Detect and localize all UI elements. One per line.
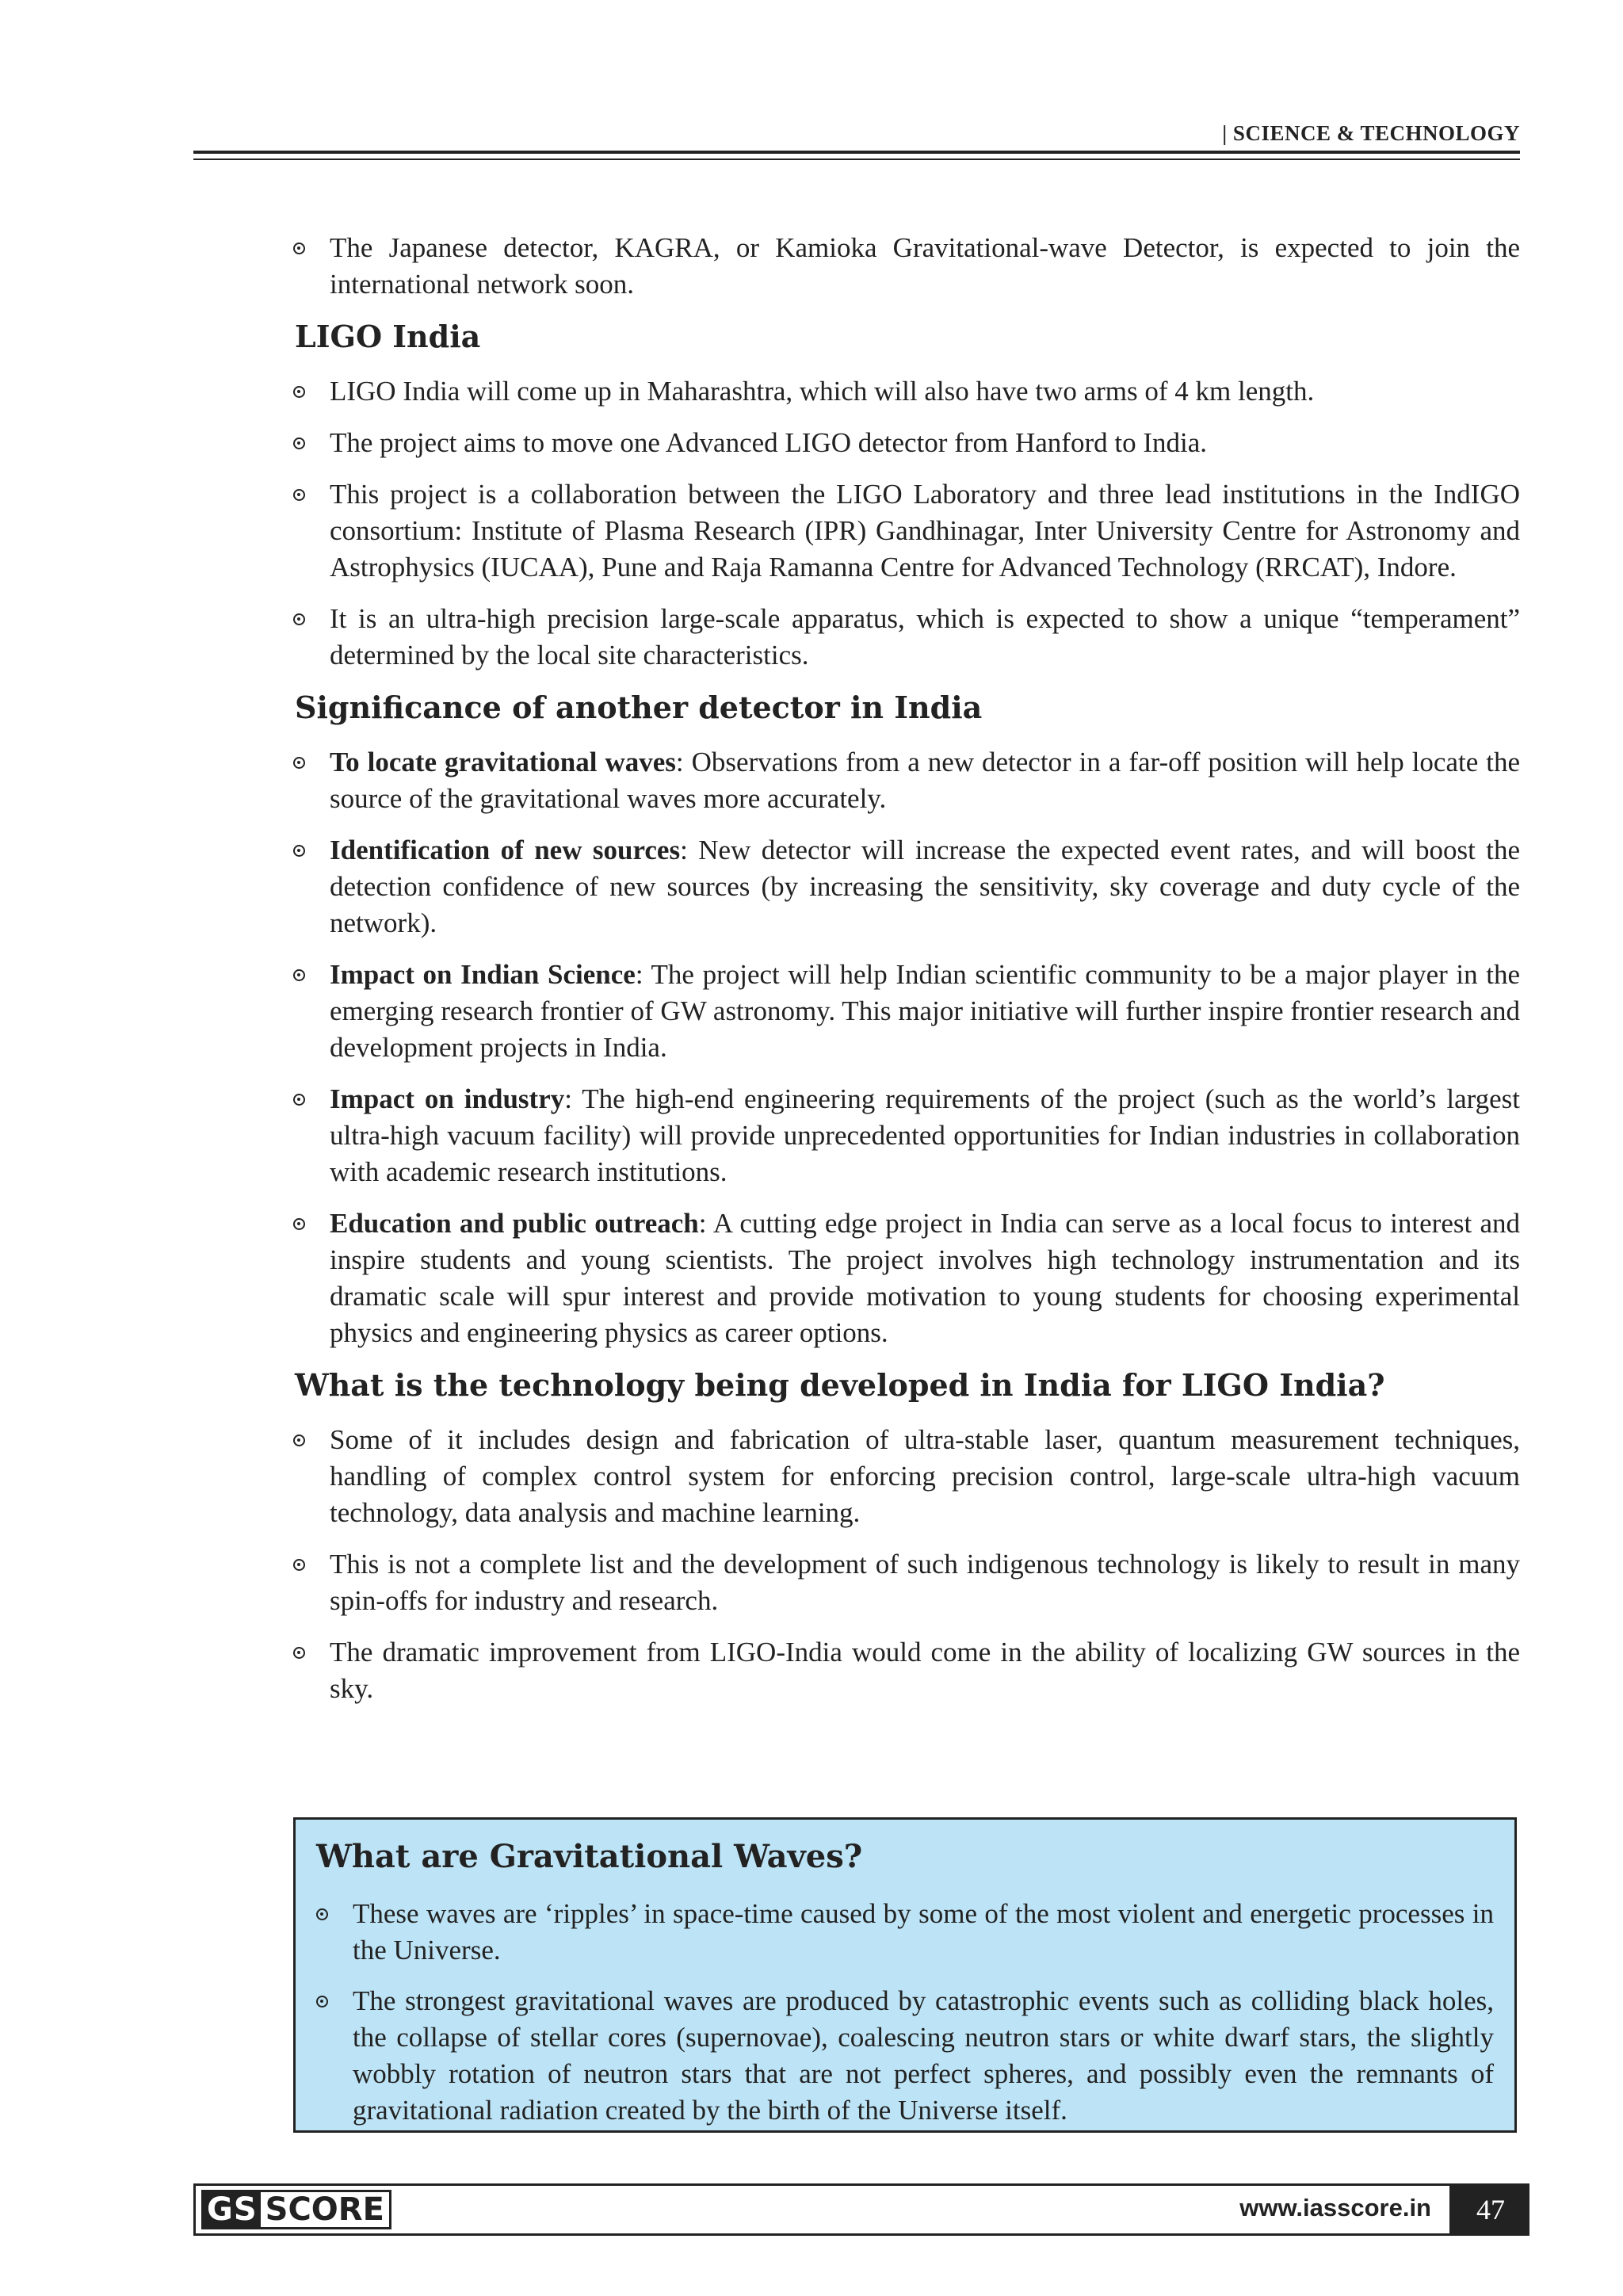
website-link[interactable]: www.iasscore.in <box>1239 2194 1431 2222</box>
bullet-icon <box>293 757 305 769</box>
list-item: The dramatic improvement from LIGO-India would come in the ability of localizing GW sources in the sky. <box>293 1634 1520 1707</box>
header-rule <box>193 151 1520 160</box>
list-item: To locate gravitational waves: Observations from a new detector in a far-off position will help locate the source of the gravitational waves more accurately. <box>293 744 1520 817</box>
box-list <box>316 1896 1494 2129</box>
item-lead: Impact on industry <box>330 1083 565 1114</box>
main-content <box>293 230 1520 1722</box>
bullet-icon <box>293 845 305 857</box>
bullet-icon <box>293 1218 305 1230</box>
box-heading: What are Gravitational Waves? <box>316 1838 863 1875</box>
logo-score: SCORE <box>265 2191 384 2228</box>
bullet-icon <box>293 613 305 625</box>
list-item: Impact on Indian Science: The project will help Indian scientific community to be a major player in the emerging research frontier of GW astronomy. This major initiative will further inspire frontier research and development projects in India. <box>293 957 1520 1066</box>
list-item: Identification of new sources: New detector will increase the expected event rates, and will boost the detection confidence of new sources (by increasing the sensitivity, sky coverage and duty cycle of the network). <box>293 832 1520 942</box>
list-item: Impact on industry: The high-end engineering requirements of the project (such as the world’s largest ultra-high vacuum facility) will provide unprecedented opportunities for Indian industries in collaboration with academic research institutions. <box>293 1081 1520 1190</box>
logo-gs: GS <box>204 2192 261 2227</box>
page-number: 47 <box>1452 2183 1529 2236</box>
item-lead: Identification of new sources <box>330 835 681 865</box>
bullet-icon <box>293 386 305 398</box>
intro-list <box>293 230 1520 303</box>
list-item: This project is a collaboration between the LIGO Laboratory and three lead institutions in the IndIGO consortium: Institute of Plasma Research (IPR) Gandhinagar, Inter University Centre for Astronomy and Astrophysics (IUCAA), Pune and Raja Ramanna Centre for Advanced Technology (RRCAT), Indore. <box>293 476 1520 586</box>
gs-score-logo <box>201 2190 391 2229</box>
section-heading-technology: What is the technology being developed in India for LIGO India? <box>295 1367 1385 1403</box>
gravitational-waves-box <box>293 1817 1517 2133</box>
bullet-icon <box>293 1435 305 1446</box>
list-item: These waves are ‘ripples’ in space-time caused by some of the most violent and energetic processes in the Universe. <box>316 1896 1494 1969</box>
bullet-icon <box>316 1908 328 1920</box>
item-lead: To locate gravitational waves <box>330 747 676 777</box>
list-item: It is an ultra-high precision large-scale apparatus, which is expected to show a unique “temperament” determined by the local site characteristics. <box>293 601 1520 674</box>
list-item: The project aims to move one Advanced LIGO detector from Hanford to India. <box>293 425 1520 461</box>
section-heading-ligo-india: LIGO India <box>295 319 481 354</box>
list-item: Education and public outreach: A cutting edge project in India can serve as a local focus to interest and inspire students and young scientists. The project involves high technology instrumentation and its dramatic scale will spur interest and provide motivation to young students for choosing experimental physics and engineering physics as career options. <box>293 1205 1520 1351</box>
list-item: LIGO India will come up in Maharashtra, which will also have two arms of 4 km length. <box>293 373 1520 410</box>
bullet-icon <box>293 243 305 254</box>
header-section-label: | SCIENCE & TECHNOLOGY <box>1222 121 1520 145</box>
list-item: This is not a complete list and the development of such indigenous technology is likely to result in many spin-offs for industry and research. <box>293 1546 1520 1619</box>
bullet-icon <box>293 1559 305 1571</box>
significance-list <box>293 744 1520 1351</box>
bullet-icon <box>293 1094 305 1106</box>
bullet-icon <box>316 1996 328 2008</box>
list-item: The strongest gravitational waves are produced by catastrophic events such as colliding black holes, the collapse of stellar cores (supernovae), coalescing neutron stars or white dwarf stars, the slightly wobbly rotation of neutron stars that are not perfect spheres, and possibly even the remnants of gravitational radiation created by the birth of the Universe itself. <box>316 1983 1494 2129</box>
bullet-icon <box>293 969 305 981</box>
list-item: The Japanese detector, KAGRA, or Kamioka Gravitational-wave Detector, is expected to join the international network soon. <box>293 230 1520 303</box>
bullet-icon <box>293 1647 305 1659</box>
ligo-india-list <box>293 373 1520 674</box>
technology-list <box>293 1422 1520 1707</box>
item-lead: Impact on Indian Science <box>330 959 636 990</box>
item-lead: Education and public outreach <box>330 1208 699 1239</box>
section-heading-significance: Significance of another detector in India <box>295 690 983 725</box>
list-item: Some of it includes design and fabrication of ultra-stable laser, quantum measurement techniques, handling of complex control system for enforcing precision control, large-scale ultra-high vacuum technology, data analysis and machine learning. <box>293 1422 1520 1531</box>
bullet-icon <box>293 437 305 449</box>
bullet-icon <box>293 489 305 501</box>
